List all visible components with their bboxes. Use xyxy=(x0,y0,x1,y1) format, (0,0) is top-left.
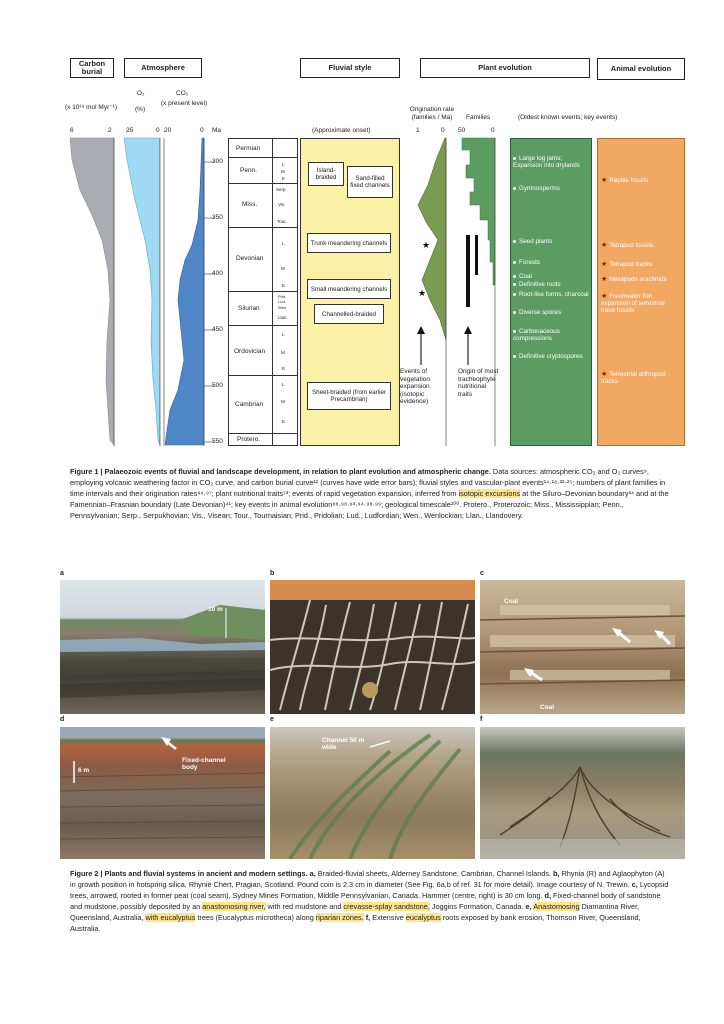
note-tracheophyte-traits: Origin of most tracheophyte nutritional traits xyxy=(458,368,499,398)
header-animal-evolution: Animal evolution xyxy=(597,58,685,80)
origination-rate-label: Origination rate (families / Ma) xyxy=(409,106,455,121)
epoch-dev-m: M xyxy=(281,266,285,271)
star-icon: ★ xyxy=(601,293,608,300)
svg-text:★: ★ xyxy=(418,289,427,299)
co2-tick-0: 0 xyxy=(200,127,204,134)
star-icon: ★ xyxy=(601,242,608,249)
co2-tick-20: 20 xyxy=(164,127,172,134)
carbon-tick-6: 6 xyxy=(70,127,74,134)
photo-e-label: Channel 50 m wide xyxy=(322,737,365,751)
star-icon: ★ xyxy=(601,177,608,184)
epoch-pridolian: Prid. xyxy=(278,294,287,299)
ma-tick-450: 450 xyxy=(212,326,223,333)
epoch-penn-e: E xyxy=(282,176,286,181)
epoch-visean: Vis. xyxy=(278,202,286,207)
origination-rate-curve xyxy=(418,138,446,340)
o2-tick-0: 0 xyxy=(156,127,160,134)
carbon-burial-curve xyxy=(70,138,114,445)
epoch-penn-m: M xyxy=(281,169,285,174)
o2-curve xyxy=(124,138,160,445)
ma-tick-350: 350 xyxy=(212,214,223,221)
animal-event-reptile-fossils: ★ Reptile fossils xyxy=(601,177,649,184)
epoch-cam-e: E xyxy=(282,419,286,424)
star-icon: ★ xyxy=(601,261,608,268)
photo-a-braided-sheets xyxy=(60,580,265,714)
origination-tick-1: 1 xyxy=(416,127,420,134)
photo-e-anastomosing-river xyxy=(270,727,475,859)
ma-tick-400: 400 xyxy=(212,270,223,277)
highlight-anastomosing: Anastomosing xyxy=(533,902,580,911)
o2-tick-25: 25 xyxy=(126,127,134,134)
epoch-cam-l: L xyxy=(282,382,285,387)
plant-event-definitive-roots: Definitive roots xyxy=(513,281,590,288)
period-proterozoic: Protero. xyxy=(237,436,261,443)
co2-curve xyxy=(165,138,204,445)
period-mississippian: Miss. xyxy=(242,201,258,208)
star-icon: ★ xyxy=(601,371,608,378)
ma-tick-300: 300 xyxy=(212,158,223,165)
photo-c-coal-top: Coal xyxy=(504,598,519,605)
photo-d-scale: 6 m xyxy=(78,767,90,774)
fluvial-island-braided: Island-braided xyxy=(308,162,344,186)
families-tick-0: 0 xyxy=(491,127,495,134)
plant-event-seed-plants: Seed plants xyxy=(513,238,590,245)
highlight-crevasse-splay: crevasse-splay sandstone, xyxy=(343,902,430,911)
epoch-serpukhovian: Serp. xyxy=(276,187,287,192)
families-tick-50: 50 xyxy=(458,127,466,134)
panel-label-a: a xyxy=(60,570,64,577)
animal-event-freshwater-fish: ★ Freshwater fish, expansion of terrestrial trace fossils xyxy=(601,293,665,315)
period-cambrian: Cambrian xyxy=(235,401,264,408)
animal-event-hexapods: ★ Hexapods arachnids xyxy=(601,276,667,283)
highlight-with-eucalyptus: with eucalyptus xyxy=(145,913,196,922)
plant-event-coal: Coal xyxy=(513,273,590,280)
panel-label-d: d xyxy=(60,716,65,723)
svg-text:★: ★ xyxy=(422,241,431,251)
co2-label: CO₂ xyxy=(176,90,189,97)
photo-b-rhynie-chert xyxy=(270,580,475,714)
ma-tick-500: 500 xyxy=(212,382,223,389)
animal-event-tetrapod-fossils: ★ Tetrapod fossils xyxy=(601,242,654,249)
figure1-caption: Figure 1 | Palaeozoic events of fluvial and landscape development, in relation to plant evolution and atmospheric change. Data sources: atmospheric CO₂ and O₂ curves⁹, employing volcanic weathering factor in CO₂ curve, and carbon burial curve¹² (curves have wide error bars); fluvial styles and vascular-plant events¹⁴·¹⁸·²²·²⁵; numbers of plant families in time intervals and their origination rates⁹⁶·⁹⁷; plant nutritional traits⁷³; events of rapid vegetation expansion, inferred from isotopic excursions at the Siluro–Devonian boundary³⁴ and at the Famennian–Frasnian boundary (Late Devonian)⁴¹; key events in animal evolution⁸⁸·⁹⁸·⁹³·⁹⁴·⁹⁸·⁹⁹; geological timescale¹⁰⁰. Protero., Proterozoic; Miss., Mississippian; Penn., Pennsylvanian; Serp., Serpukhovian; Vis., Visean; Tour., Tournaisian; Prid., Pridolian; Lud., Ludfordian; Wen., Wenlockian; Llan., Llandovery. xyxy=(70,467,669,520)
panel-label-e: e xyxy=(270,716,274,723)
epoch-ord-m: M xyxy=(281,350,285,355)
epoch-tournaisian: Tour. xyxy=(277,219,287,224)
photo-c-lycopsid-trees xyxy=(480,580,685,714)
epoch-ludfordian: Lud. xyxy=(278,299,286,304)
co2-unit-label: (x present level) xyxy=(160,100,208,107)
animal-event-arthropod-tracks: ★ Terrestrial arthropod tracks xyxy=(601,371,666,386)
fluvial-sheet-braided: Sheet-braided (from earlier Precambrian) xyxy=(307,382,391,410)
star-icon: ★ xyxy=(601,276,608,283)
epoch-llandovery: Llan. xyxy=(278,315,288,320)
panel-label-b: b xyxy=(270,570,275,577)
photo-a-scale: 10 m xyxy=(208,606,223,613)
origination-tick-0: 0 xyxy=(441,127,445,134)
carbon-unit-label: (x 10¹⁸ mol Myr⁻¹) xyxy=(64,104,118,111)
photo-f-eucalyptus-roots xyxy=(480,727,685,859)
epoch-dev-e: E xyxy=(282,283,286,288)
epoch-dev-l: L xyxy=(282,241,285,246)
highlight-anastomosing-river: anastomosing river, xyxy=(202,902,266,911)
highlight-eucalyptus: eucalyptus xyxy=(405,913,441,922)
epoch-cam-m: M xyxy=(281,399,285,404)
header-plant-evolution: Plant evolution xyxy=(420,58,590,78)
o2-unit-label: (%) xyxy=(135,106,146,113)
epoch-wenlockian: Wen. xyxy=(278,305,288,310)
plant-event-diverse-spores: Diverse spores xyxy=(513,309,590,316)
figure2-caption-title: Figure 2 | Plants and fluvial systems in ancient and modern settings. xyxy=(70,869,308,878)
plant-event-cryptospores: Definitive cryptospores xyxy=(513,353,590,360)
highlight-isotopic: isotopic excursions xyxy=(458,489,521,498)
plant-events-title: (Oldest known events; key events) xyxy=(518,114,618,121)
header-fluvial-style: Fluvial style xyxy=(300,58,400,78)
o2-label: O₂ xyxy=(137,90,145,97)
period-ordovician: Ordovician xyxy=(234,348,266,355)
figure2-caption: Figure 2 | Plants and fluvial systems in ancient and modern settings. a, Braided-fluvial sheets, Alderney Sandstone, Cambrian, Channel Islands. b, Rhynia (R) and Aglaophyton (A) in growth position in hotspring silica, Rhynie Chert, Pragian, Scotland. Pound coin is 2.3 cm in diameter (See Fig. 6a,b of ref. 31 for more detail). Image courtesy of N. Trewin. c, Lycopsid trees, arrowed, rooted in former peat (coal seam), Sydney Mines Formation, Middle Pennsylvanian, Canada. Hammer (centre, right) is 30 cm long. d, Fixed-channel body of sandstone and mudstone, possibly deposited by an anastomosing river, with red mudstone and crevasse-splay sandstone, Joggins Formation, Canada. e, Anastomosing Diamantina River, Queensland, Australia, with eucalyptus trees (Eucalyptus microtheca) along riparian zones. f, Extensive eucalyptus roots exposed by bank erosion, Thomson River, Queensland, Australia. xyxy=(70,869,669,933)
fluvial-onset-label: (Approximate onset) xyxy=(312,127,371,134)
period-devonian: Devonian xyxy=(236,255,264,262)
animal-event-tetrapod-tracks: ★ Tetrapod tracks xyxy=(601,261,653,268)
plant-event-root-like-forms: Root-like forms, charcoal xyxy=(513,291,590,298)
period-permian: Permian xyxy=(236,145,261,152)
header-carbon-burial: Carbon burial xyxy=(70,58,114,78)
panel-label-f: f xyxy=(480,716,483,723)
fluvial-sand-filled-channels: Sand-filled fixed channels xyxy=(347,166,393,198)
fluvial-small-meandering: Small meandering channels xyxy=(307,279,391,299)
figure1-caption-title: Figure 1 | Palaeozoic events of fluvial and landscape development, in relation to plant evolution and atmospheric change. xyxy=(70,467,491,476)
period-silurian: Silurian xyxy=(238,305,260,312)
period-pennsylvanian: Penn. xyxy=(240,167,257,174)
ma-tick-550: 550 xyxy=(212,438,223,445)
photo-d-fixed-channel xyxy=(60,727,265,859)
panel-label-c: c xyxy=(480,570,484,577)
plant-event-forests: Forests xyxy=(513,259,590,266)
families-label: Families xyxy=(466,114,491,121)
highlight-riparian: riparian zones. xyxy=(315,913,364,922)
epoch-ord-e: E xyxy=(282,366,286,371)
fluvial-channelled-braided: Channelled-braided xyxy=(314,304,384,324)
plant-event-carbonaceous: Carbonaceous compressions xyxy=(513,328,560,343)
fluvial-trunk-meandering: Trunk meandering channels xyxy=(307,233,391,253)
photo-d-label: Fixed-channel body xyxy=(182,757,226,771)
epoch-penn-l: L xyxy=(282,162,285,167)
epoch-ord-l: L xyxy=(282,332,285,337)
photo-c-coal-bottom: Coal xyxy=(540,704,555,711)
header-atmosphere: Atmosphere xyxy=(124,58,202,78)
ma-label: Ma xyxy=(212,127,222,134)
carbon-tick-2: 2 xyxy=(108,127,112,134)
note-vegetation-expansion: Events of vegetation expansion (isotopic evidence) xyxy=(400,368,430,405)
plant-event-log-jams: Large log jams; Expansion into drylands xyxy=(513,155,580,170)
plant-event-gymnosperms: Gymnosperms xyxy=(513,185,590,192)
